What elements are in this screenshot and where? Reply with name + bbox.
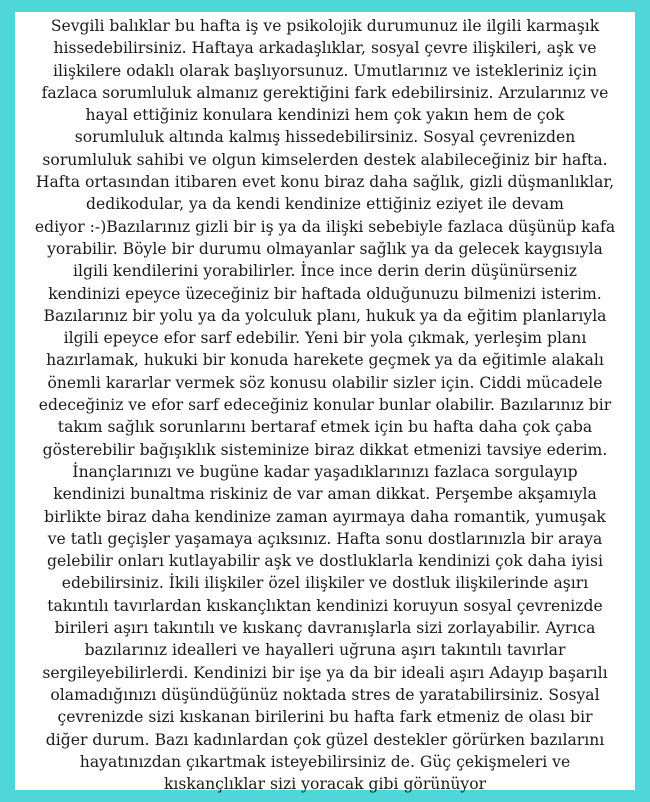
text-line: birileri aşırı takıntılı ve kıskanç davranışlarla sizi zorlayabilir. Ayrıca — [54, 619, 596, 638]
text-line: önemli kararlar vermek söz konusu olabilir sizler için. Ciddi mücadele — [47, 373, 603, 392]
text-line: hazırlamak, hukuki bir konuda harekete geçmek ya da eğitimle alakalı — [46, 351, 604, 370]
text-line: ilgili kendilerini yorabilirler. İnce ince derin derin düşünürseniz — [73, 262, 577, 281]
text-line: yorabilir. Böyle bir durumu olmayanlar sağlık ya da gelecek kaygısıyla — [47, 239, 603, 258]
text-line: hissedebilirsiniz. Haftaya arkadaşlıklar, sosyal çevre ilişkileri, aşk ve — [53, 39, 597, 58]
text-line: edebilirsiniz. İkili ilişkiler özel ilişkiler ve dostluk ilişkilerinde aşırı — [61, 574, 589, 593]
text-line: dedikodular, ya da kendi kendinize ettiğiniz eziyet ile devam — [86, 195, 564, 214]
text-line: olamadığınızı düşündüğünüz noktada stres de yaratabilirsiniz. Sosyal — [50, 685, 600, 704]
text-line: kendinizi epeyce üzeceğiniz bir haftada olduğunuzu bilmenizi isterim. — [48, 284, 602, 303]
text-line: Bazılarınız bir yolu ya da yolculuk planı, hukuk ya da eğitim planlarıyla — [43, 306, 607, 325]
horoscope-card — [15, 12, 635, 794]
text-line: Hafta ortasından itibaren evet konu biraz daha sağlık, gizli düşmanlıklar, — [35, 173, 615, 192]
text-line: takıntılı tavırlardan kıskançlıktan kendinizi koruyun sosyal çevrenizde — [47, 596, 603, 615]
text-line: ve tatlı geçişler yaşamaya açıksınız. Hafta sonu dostlarınızla bir araya — [47, 529, 603, 548]
text-line: ilişkilere odaklı olarak başlıyorsunuz. Umutlarınız ve istekleriniz için — [52, 61, 597, 80]
text-line: çevrenizde sizi kıskanan birilerini bu hafta fark etmeniz de olası bir — [57, 708, 593, 727]
text-line: İnançlarınızı ve bugüne kadar yaşadıklarınızı fazlaca sorgulayıp — [72, 462, 578, 481]
text-line: kıskançlıklar sizi yoracak gibi görünüyor — [163, 775, 487, 794]
text-line: sorumluluk altında kalmış hissedebilirsiniz. Sosyal çevrenizden — [74, 128, 576, 147]
text-line: gelebilir onları kutlayabilir aşk ve dostluklarla kendinizi çok daha iyisi — [47, 552, 603, 571]
text-line: diğer durum. Bazı kadınlardan çok güzel destekler görürken bazılarını — [45, 730, 605, 749]
text-line: fazlaca sorumluluk almanız gerektiğini fark edebilirsiniz. Arzularınız ve — [41, 83, 609, 102]
text-line: gösterebilir bağışıklık sisteminize biraz dikkat etmenizi tavsiye ederim. — [42, 440, 608, 459]
text-line: sergileyebilirlerdi. Kendinizi bir işe ya da bir ideali aşırı Adayıp başarılı — [42, 663, 608, 682]
text-line: ediyor :-)Bazılarınız gizli bir iş ya da ilişki sebebiyle fazlaca düşünüp kafa — [34, 217, 616, 236]
text-line: Sevgili balıklar bu hafta iş ve psikolojik durumunuz ile ilgili karmaşık — [50, 17, 600, 35]
text-line: ilgili epeyce efor sarf edebilir. Yeni bir yola çıkmak, yerleşim planı — [63, 329, 587, 348]
text-line: kendinizi bunaltma riskiniz de var aman dikkat. Perşembe akşamıyla — [53, 485, 597, 504]
text-line: hayal ettiğiniz konulara kendinizi hem çok yakın hem de çok — [85, 106, 565, 125]
text-line: edeceğiniz ve efor sarf edeceğiniz konular bunlar olabilir. Bazılarınız bir — [38, 396, 612, 415]
text-line: takım sağlık sorunlarını bertaraf etmek için bu hafta daha çok çaba — [57, 418, 593, 437]
horoscope-text — [23, 15, 627, 795]
text-line: birlikte biraz daha kendinize zaman ayırmaya daha romantik, yumuşak — [44, 507, 606, 526]
text-line: bazılarınız idealleri ve hayalleri uğruna aşırı takıntılı tavırlar — [84, 641, 566, 660]
text-line: sorumluluk sahibi ve olgun kimselerden destek alabileceğiniz bir hafta. — [42, 150, 608, 169]
text-line: hayatınızdan çıkartmak isteyebilirsiniz de. Güç çekişmeleri ve — [79, 752, 571, 771]
